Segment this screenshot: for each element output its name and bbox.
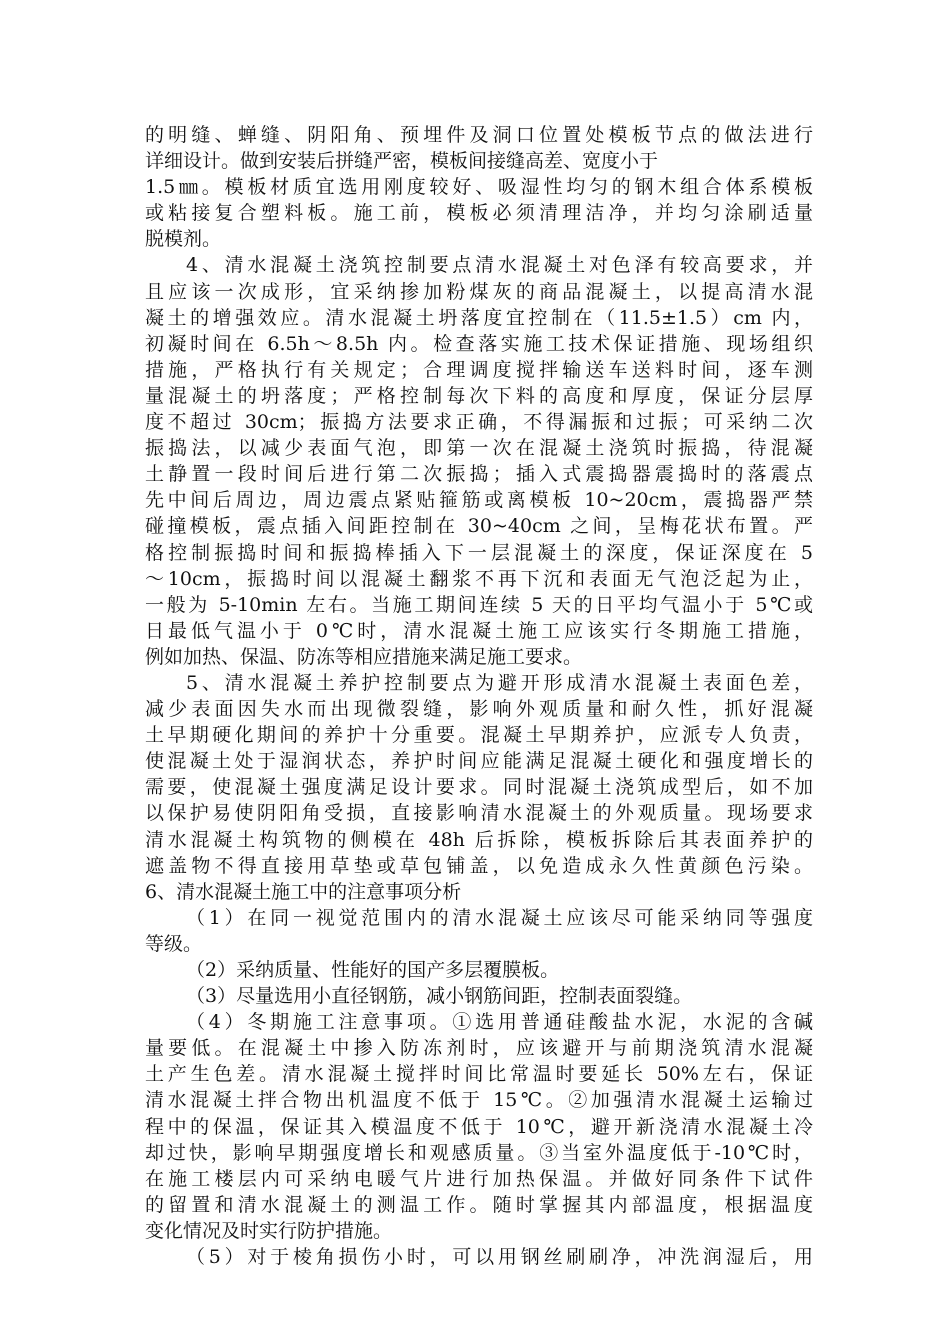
text-line: 的留置和清水混凝土的测温工作。随时掌握其内部温度，根据温度 <box>145 1193 813 1216</box>
document-page <box>145 122 813 1270</box>
text-line: 土早期硬化期间的养护十分重要。混凝土早期养护，应派专人负责， <box>145 724 813 747</box>
text-line: 凝土的增强效应。清水混凝土坍落度宜控制在（11.5±1.5）cm 内， <box>145 306 813 329</box>
text-line: 土静置一段时间后进行第二次振捣；插入式震捣器震捣时的落震点 <box>145 463 813 486</box>
text-line: 在施工楼层内可采纳电暖气片进行加热保温。并做好同条件下试件 <box>145 1167 813 1190</box>
text-line: 一般为 5-10min 左右。当施工期间连续 5 天的日平均气温小于 5℃或 <box>145 593 813 616</box>
text-line: 先中间后周边，周边震点紧贴箍筋或离模板 10~20cm，震捣器严禁 <box>145 489 813 512</box>
text-line: 初凝时间在 6.5h～8.5h 内。检查落实施工技术保证措施、现场组织 <box>145 332 813 355</box>
text-line: 例如加热、保温、防冻等相应措施来满足施工要求。 <box>145 645 583 668</box>
text-line: （1）在同一视觉范围内的清水混凝土应该尽可能采纳同等强度 <box>186 906 813 929</box>
text-line: 或粘接复合塑料板。施工前，模板必须清理洁净，并均匀涂刷适量 <box>145 202 813 225</box>
text-line: 等级。 <box>145 932 203 955</box>
text-line: 需要，使混凝土强度满足设计要求。同时混凝土浇筑成型后，如不加 <box>145 776 813 799</box>
text-line: 变化情况及时实行防护措施。 <box>145 1219 393 1242</box>
text-line: 6、清水混凝土施工中的注意事项分析 <box>145 880 462 903</box>
text-line: （3）尽量选用小直径钢筋，减小钢筋间距，控制表面裂缝。 <box>186 985 693 1008</box>
text-line: 日最低气温小于 0℃时，清水混凝土施工应该实行冬期施工措施， <box>145 619 813 642</box>
text-line: 1.5㎜。模板材质宜选用刚度较好、吸湿性均匀的钢木组合体系模板 <box>145 176 813 199</box>
text-line: 振捣法，以减少表面气泡，即第一次在混凝土浇筑时振捣，待混凝 <box>145 437 813 460</box>
text-line: 量要低。在混凝土中掺入防冻剂时，应该避开与前期浇筑清水混凝 <box>145 1037 813 1060</box>
text-line: 遮盖物不得直接用草垫或草包铺盖，以免造成永久性黄颜色污染。 <box>145 854 813 877</box>
text-line: 土产生色差。清水混凝土搅拌时间比常温时要延长 50%左右，保证 <box>145 1063 813 1086</box>
text-line: （4）冬期施工注意事项。①选用普通硅酸盐水泥，水泥的含碱 <box>186 1011 813 1034</box>
text-line: 以保护易使阴阳角受损，直接影响清水混凝土的外观质量。现场要求 <box>145 802 813 825</box>
text-line: 格控制振捣时间和振捣棒插入下一层混凝土的深度，保证深度在 5 <box>145 541 813 564</box>
text-line: 的明缝、蝉缝、阴阳角、预埋件及洞口位置处模板节点的做法进行 <box>145 124 813 146</box>
text-line: 使混凝土处于湿润状态，养护时间应能满足混凝土硬化和强度增长的 <box>145 750 813 773</box>
text-line: 清水混凝土拌合物出机温度不低于 15℃。②加强清水混凝土运输过 <box>145 1089 813 1112</box>
text-line: 详细设计。做到安装后拼缝严密，模板间接缝高差、宽度小于 <box>145 150 659 173</box>
text-line: 且应该一次成形，宜采纳掺加粉煤灰的商品混凝土，以提高清水混 <box>145 280 813 303</box>
text-line: 量混凝土的坍落度；严格控制每次下料的高度和厚度，保证分层厚 <box>145 384 813 407</box>
text-line: 5、清水混凝土养护控制要点为避开形成清水混凝土表面色差， <box>186 671 813 694</box>
text-line: 4、清水混凝土浇筑控制要点清水混凝土对色泽有较高要求，并 <box>186 254 813 277</box>
text-line: 脱模剂。 <box>145 228 222 251</box>
text-line: 减少表面因失水而出现微裂缝，影响外观质量和耐久性，抓好混凝 <box>145 698 813 721</box>
text-line: （2）采纳质量、性能好的国产多层覆膜板。 <box>186 959 560 981</box>
text-line: 措施，严格执行有关规定；合理调度搅拌输送车送料时间，逐车测 <box>145 358 813 381</box>
text-line: ～10cm，振捣时间以混凝土翻浆不再下沉和表面无气泡泛起为止， <box>145 567 813 590</box>
text-line: 清水混凝土构筑物的侧模在 48h 后拆除，模板拆除后其表面养护的 <box>145 828 813 851</box>
text-line: 程中的保温，保证其入模温度不低于 10℃，避开新浇清水混凝土冷 <box>145 1115 813 1138</box>
text-line: （5）对于棱角损伤小时，可以用钢丝刷刷净，冲洗润湿后，用 <box>186 1246 813 1269</box>
text-line: 碰撞模板，震点插入间距控制在 30~40cm 之间，呈梅花状布置。严 <box>145 515 813 538</box>
text-line: 度不超过 30cm；振捣方法要求正确，不得漏振和过振；可采纳二次 <box>145 411 813 434</box>
text-line: 却过快，影响早期强度增长和观感质量。③当室外温度低于-10℃时， <box>145 1141 813 1164</box>
